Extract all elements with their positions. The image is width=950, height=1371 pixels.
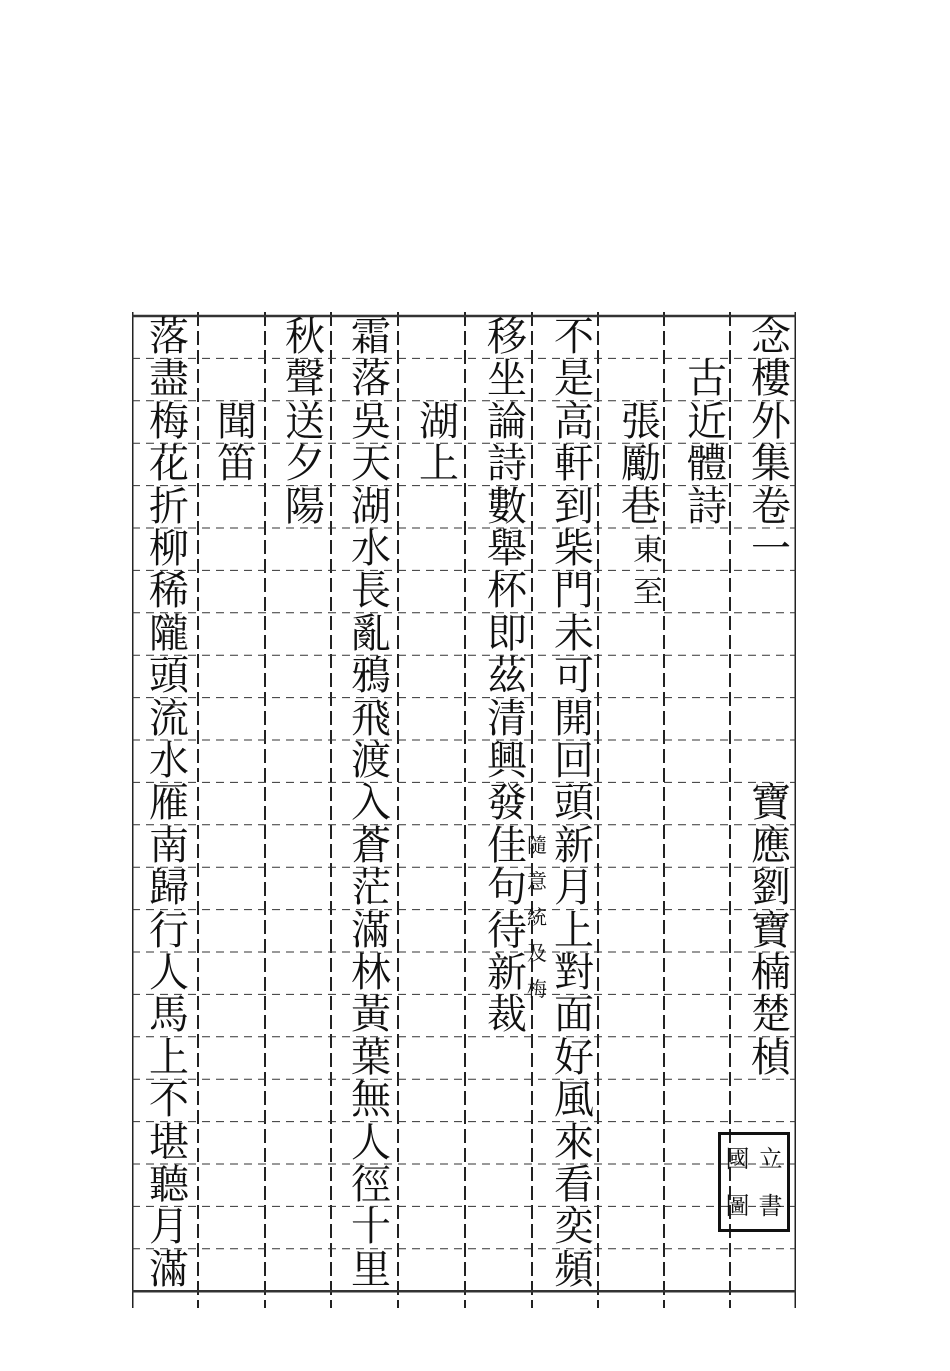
glyph: 流 (149, 695, 189, 742)
glyph: 來 (554, 1119, 594, 1166)
glyph: 是 (554, 356, 594, 403)
glyph: 清 (487, 695, 527, 742)
glyph: 花 (149, 441, 189, 488)
glyph: 徑 (351, 1162, 391, 1208)
seal-glyph: 書 (758, 1191, 783, 1220)
glyph: 可 (554, 653, 594, 700)
glyph: 陽 (285, 483, 325, 530)
glyph: 集 (751, 441, 791, 488)
glyph: 水 (149, 738, 189, 784)
glyph: 堪 (149, 1119, 189, 1166)
glyph: 湖 (419, 398, 459, 445)
glyph: 楨 (751, 1034, 791, 1081)
glyph: 詩 (487, 441, 527, 488)
glyph: 應 (751, 822, 791, 869)
library-seal (718, 1132, 790, 1232)
glyph: 近 (687, 398, 727, 445)
glyph: 歸 (149, 865, 189, 912)
glyph: 盡 (149, 356, 189, 403)
glyph: 亂 (351, 610, 391, 657)
glyph: 舉 (487, 526, 527, 572)
glyph: 新 (487, 950, 527, 996)
glyph: 湖 (351, 483, 391, 530)
note-glyph: 至 (633, 575, 663, 611)
glyph: 落 (149, 314, 189, 360)
glyph: 裁 (487, 992, 527, 1039)
glyph: 詩 (687, 483, 727, 530)
glyph: 樓 (751, 356, 791, 403)
glyph: 一 (751, 526, 791, 572)
glyph: 劉 (751, 865, 791, 912)
glyph: 水 (351, 526, 391, 572)
glyph: 十 (351, 1204, 391, 1251)
glyph: 隴 (149, 610, 189, 657)
glyph: 楚 (751, 992, 791, 1039)
annotation-glyph: 隨 (527, 832, 547, 857)
glyph: 外 (751, 398, 791, 445)
annotation-glyph: 梅 (527, 976, 547, 1001)
glyph: 楠 (751, 950, 791, 996)
glyph: 滿 (149, 1246, 189, 1293)
glyph: 對 (554, 950, 594, 996)
glyph: 待 (487, 907, 527, 954)
glyph: 上 (149, 1034, 189, 1081)
glyph: 開 (554, 695, 594, 742)
glyph: 不 (149, 1077, 189, 1124)
glyph: 勵 (621, 441, 661, 488)
note-glyph: 東 (633, 533, 663, 568)
glyph: 送 (285, 398, 325, 445)
seal-glyph: 圖 (725, 1191, 750, 1220)
text-frame (132, 312, 796, 1308)
glyph: 體 (687, 441, 727, 488)
glyph: 奕 (554, 1204, 594, 1251)
glyph: 張 (621, 398, 661, 445)
glyph: 長 (351, 568, 391, 615)
glyph: 渡 (351, 738, 391, 784)
glyph: 古 (687, 356, 727, 403)
glyph: 面 (554, 992, 594, 1039)
glyph: 論 (487, 398, 527, 445)
glyph: 佳 (487, 822, 527, 869)
annotation-glyph: 及 (527, 940, 547, 965)
glyph: 馬 (149, 992, 189, 1039)
glyph: 高 (554, 398, 594, 445)
glyph: 未 (554, 610, 594, 657)
glyph: 鴉 (351, 653, 391, 700)
glyph: 林 (351, 950, 391, 996)
glyph: 行 (149, 907, 189, 954)
glyph: 入 (351, 780, 391, 827)
glyph: 軒 (554, 441, 594, 488)
glyph: 坐 (487, 356, 527, 403)
glyph: 聞 (217, 398, 257, 445)
glyph: 滿 (351, 907, 391, 954)
glyph: 人 (149, 950, 189, 996)
glyph: 回 (554, 738, 594, 784)
glyph: 吳 (351, 398, 391, 445)
glyph: 柳 (149, 526, 189, 572)
glyph: 卷 (751, 483, 791, 530)
glyph: 頭 (554, 780, 594, 827)
glyph: 發 (487, 780, 527, 827)
seal-glyph: 國 (725, 1144, 750, 1173)
glyph: 飛 (351, 695, 391, 742)
glyph: 移 (487, 314, 527, 360)
glyph: 看 (554, 1162, 594, 1208)
glyph: 梅 (149, 398, 189, 445)
glyph: 秋 (285, 314, 325, 360)
glyph: 寶 (751, 907, 791, 954)
glyph: 頭 (149, 653, 189, 700)
glyph: 杯 (487, 568, 527, 615)
glyph: 葉 (351, 1034, 391, 1081)
glyph: 上 (419, 441, 459, 488)
glyph: 茫 (351, 865, 391, 912)
glyph: 巷 (621, 483, 661, 530)
glyph: 黃 (351, 992, 391, 1039)
glyph: 柴 (554, 526, 594, 572)
glyph: 念 (751, 314, 791, 360)
seal-glyph: 立 (758, 1144, 783, 1173)
annotation-glyph: 意 (527, 868, 547, 893)
glyph: 月 (554, 865, 594, 912)
glyph: 新 (554, 822, 594, 869)
glyph: 稀 (149, 568, 189, 615)
glyph: 蒼 (351, 822, 391, 869)
glyph: 數 (487, 483, 527, 530)
glyph: 風 (554, 1077, 594, 1124)
glyph: 茲 (487, 653, 527, 700)
glyph: 人 (351, 1119, 391, 1166)
glyph: 夕 (285, 441, 325, 488)
glyph: 折 (149, 483, 189, 530)
glyph: 興 (487, 738, 527, 784)
glyph: 聽 (149, 1162, 189, 1208)
glyph: 笛 (217, 441, 257, 488)
glyph: 門 (554, 568, 594, 615)
glyph: 月 (149, 1204, 189, 1251)
annotation-glyph: 統 (527, 904, 547, 929)
glyph: 即 (487, 610, 527, 657)
glyph: 無 (351, 1077, 391, 1124)
glyph: 上 (554, 907, 594, 954)
glyph: 南 (149, 822, 189, 869)
glyph: 寶 (751, 780, 791, 827)
glyph: 到 (554, 483, 594, 530)
glyph: 落 (351, 356, 391, 403)
glyph: 里 (351, 1246, 391, 1293)
glyph: 不 (554, 314, 594, 360)
glyph: 霜 (351, 314, 391, 360)
glyph: 頻 (554, 1246, 594, 1293)
glyph: 雁 (149, 780, 189, 827)
glyph: 句 (487, 865, 527, 912)
glyph: 聲 (285, 356, 325, 403)
glyph: 天 (351, 441, 391, 488)
glyph: 好 (554, 1034, 594, 1081)
